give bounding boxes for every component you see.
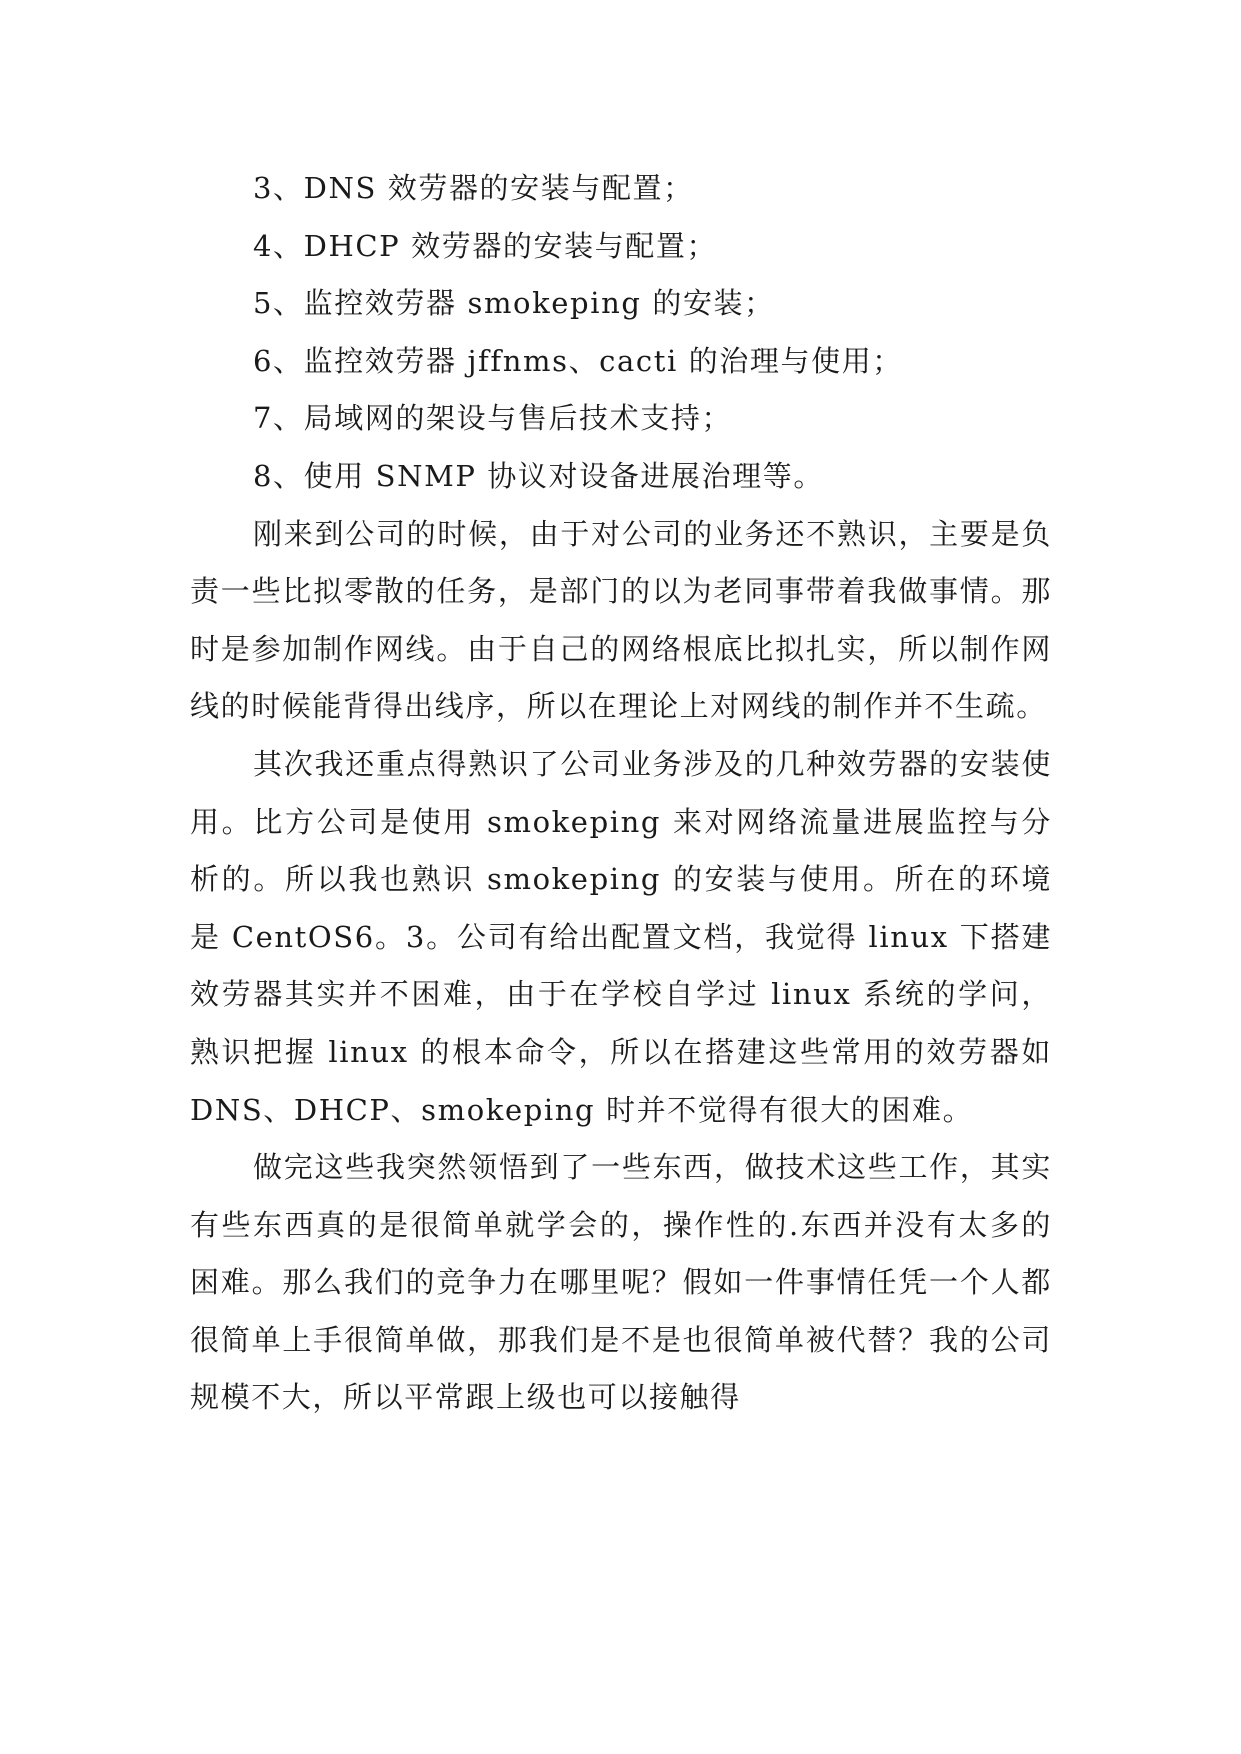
list-item: 5、监控效劳器 smokeping 的安装；: [253, 286, 775, 321]
paragraph: 其次我还重点得熟识了公司业务涉及的几种效劳器的安装使用。比方公司是使用 smokeping 来对网络流量进展监控与分析的。所以我也熟识 smokeping 的安装与使用。所在的环境是 CentOS6。3。公司有给出配置文档，我觉得 linux 下搭建效劳器其实并不困难，由于在学校自学过 linux 系统的学问，熟识把握 linux 的根本命令，所以在搭建这些常用的效劳器如 DNS、DHCP、smokeping 时并不觉得有很大的困难。: [190, 746, 1052, 1127]
body-text: [190, 160, 1052, 1427]
list-item: 3、DNS 效劳器的安装与配置；: [253, 171, 694, 205]
list-item: 4、DHCP 效劳器的安装与配置；: [253, 228, 718, 263]
list-item: 7、局域网的架设与售后技术支持；: [253, 401, 733, 436]
list-item: 8、使用 SNMP 协议对设备进展治理等。: [253, 458, 824, 493]
paragraph: 刚来到公司的时候，由于对公司的业务还不熟识，主要是负责一些比拟零散的任务，是部门的以为老同事带着我做事情。那时是参加制作网线。由于自己的网络根底比拟扎实，所以制作网线的时候能背得出线序，所以在理论上对网线的制作并不生疏。: [190, 516, 1052, 724]
paragraph: 做完这些我突然领悟到了一些东西，做技术这些工作，其实有些东西真的是很简单就学会的，操作性的.东西并没有太多的困难。那么我们的竞争力在哪里呢？假如一件事情任凭一个人都很简单上手很简单做，那我们是不是也很简单被代替？我的公司规模不大，所以平常跟上级也可以接触得: [190, 1150, 1052, 1415]
list-item: 6、监控效劳器 jffnms、cacti 的治理与使用；: [253, 343, 903, 378]
